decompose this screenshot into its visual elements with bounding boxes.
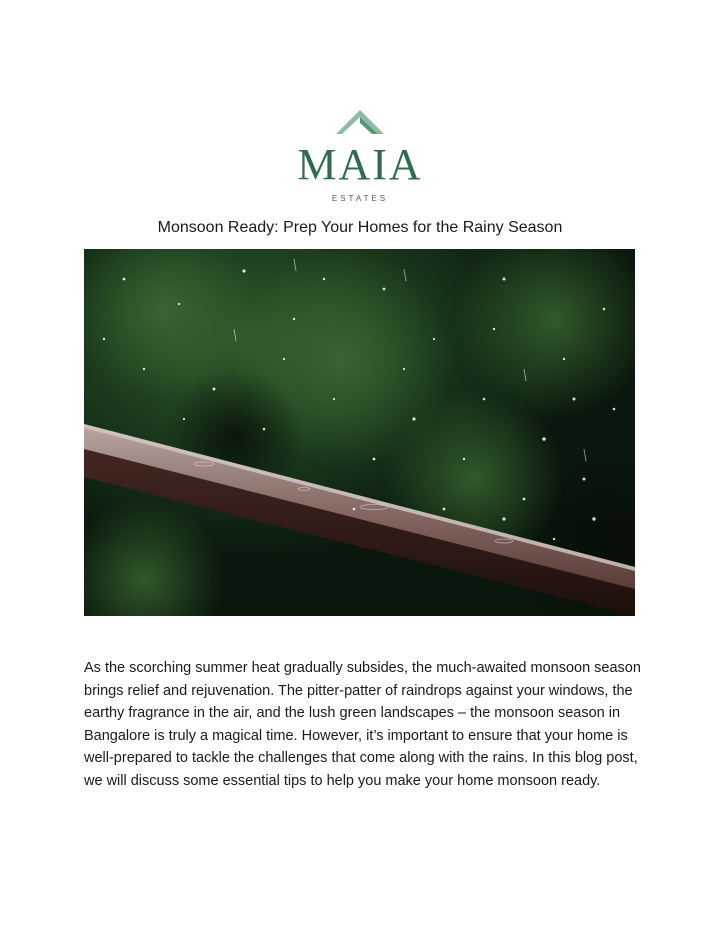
maia-estates-logo xyxy=(284,108,436,208)
logo-subtitle: ESTATES xyxy=(331,194,389,203)
logo-brand-name: MAIA xyxy=(297,140,423,189)
intro-paragraph: As the scorching summer heat gradually subsides, the much-awaited monsoon season brings relief and rejuvenation. The pitter-patter of raindrops against your windows, the earthy fragrance in the air, and the lush green landscapes – the monsoon season in Bangalore is truly a magical time. However, it’s important to ensure that your home is well-prepared to tackle the challenges that come along with the rains. In this blog post, we will discuss some essential tips to help you make your home monsoon ready. xyxy=(84,660,641,789)
hero-image xyxy=(84,249,635,616)
rain-on-railing-photo-icon xyxy=(84,249,635,616)
page-title: Monsoon Ready: Prep Your Homes for the Rainy Season xyxy=(157,219,563,236)
roof-icon xyxy=(334,108,386,138)
